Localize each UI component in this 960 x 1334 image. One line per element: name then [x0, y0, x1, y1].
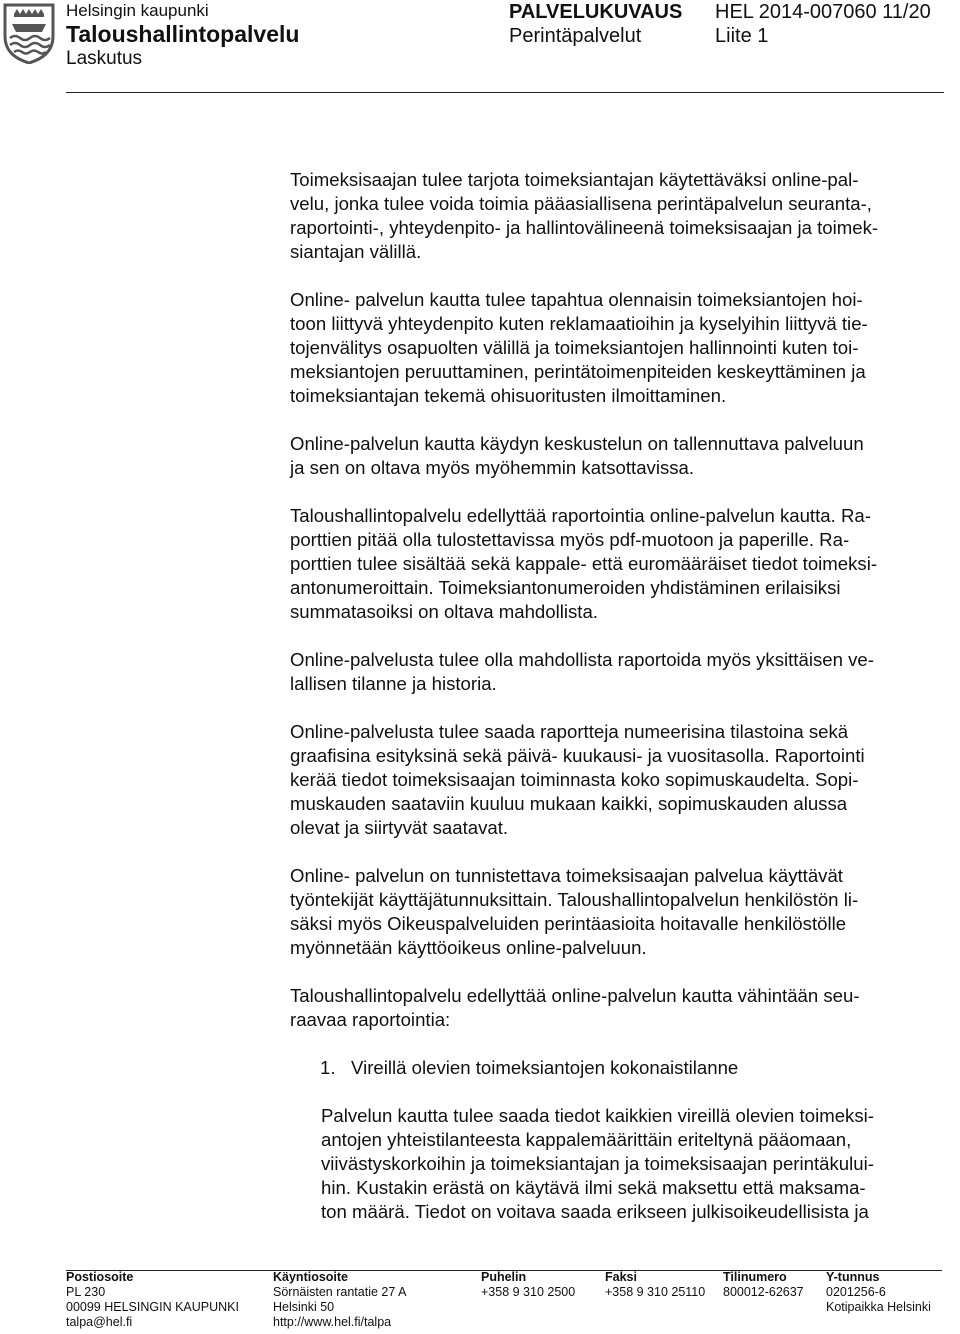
footer-heading: Faksi	[605, 1270, 637, 1284]
footer-heading: Käyntiosoite	[273, 1270, 349, 1284]
paragraph: Online-palvelusta tulee saada raportteja numeerisina tilastoina sekä graafisina esityksinä sekä päivä- kuukausi- ja vuositasolla. Raportointi kerää tiedot toimeksisaajan toiminnasta koko sopimuskaudelta. Sopi- muskauden saataviin kuuluu mukaan kaikki, sopimuskauden alussa olevat ja siirtyvät saatavat.	[290, 721, 865, 838]
footer-line: Sörnäisten rantatie 27 A	[273, 1285, 407, 1299]
paragraph: Online- palvelun on tunnistettava toimeksisaajan palvelua käyttävät työntekijät käyttäjätunnuksittain. Taloushallintopalvelun henkilöstön li- säksi myös Oikeuspalveluiden perintäasioita hoitavalle henkilöstölle myönnetään käyttöoikeus online-palveluun.	[290, 865, 859, 958]
page-header	[0, 0, 960, 100]
footer-line: Helsinki 50	[273, 1300, 335, 1314]
footer-heading: Tilinumero	[723, 1270, 787, 1284]
footer-account-number	[723, 1270, 804, 1300]
organization-name: Helsingin kaupunki	[66, 1, 209, 20]
document-reference: HEL 2014-007060 11/20	[715, 1, 931, 23]
paragraph: Online-palvelusta tulee olla mahdollista raportoida myös yksittäisen ve- lallisen tilanne ja historia.	[290, 649, 874, 694]
footer-visiting-address	[273, 1270, 406, 1330]
paragraph: Toimeksisaajan tulee tarjota toimeksiantajan käytettäväksi online-pal- velu, jonka tulee voida toimia pääasiallisena perintäpalvelun seuranta-, raportointi-, yhteydenpito- ja hallintovälineenä toimeksisaajan ja toimek- siantajan välillä.	[290, 169, 879, 262]
document-attachment: Liite 1	[715, 25, 769, 47]
footer-line: 800012-62637	[723, 1285, 804, 1299]
footer-email: talpa@hel.fi	[66, 1315, 133, 1329]
list-item-number: 1.	[320, 1057, 336, 1078]
header-divider	[66, 92, 944, 93]
footer-line: 0201256-6	[826, 1285, 886, 1299]
helsinki-crest-icon	[2, 2, 56, 64]
footer-heading: Y-tunnus	[826, 1270, 880, 1284]
document-department: Perintäpalvelut	[509, 25, 642, 47]
footer-postal-address	[66, 1270, 239, 1330]
footer-line: +358 9 310 25110	[605, 1285, 706, 1299]
document-body	[290, 168, 938, 1248]
paragraph: Taloushallintopalvelu edellyttää online-palvelun kautta vähintään seu- raavaa raportointia:	[290, 985, 860, 1030]
footer-business-id	[826, 1270, 931, 1315]
list-item	[290, 1056, 938, 1080]
footer-fax	[605, 1270, 705, 1300]
page-footer	[0, 1262, 960, 1334]
list-item-text: Vireillä olevien toimeksiantojen kokonaistilanne	[351, 1057, 739, 1078]
unit-name: Laskutus	[66, 48, 143, 69]
paragraph: Taloushallintopalvelu edellyttää raportointia online-palvelun kautta. Ra- porttien pitää olla tulostettavissa myös pdf-muotoon ja paperille. Ra- porttien tulee sisältää sekä kappale- että euromääräiset tiedot toimeksi- antonumeroittain. Toimeksiantonumeroiden yhdistäminen erilaisiksi summatasoiksi on oltava mahdollista.	[290, 505, 878, 622]
indented-paragraph: Palvelun kautta tulee saada tiedot kaikkien vireillä olevien toimeksi- antojen yhteistilanteesta kappalemäärittäin eriteltynä pääomaan, viivästyskorkoihin ja toimeksiantajan ja toimeksisaajan perintäkului- hin. Kustakin erästä on käytävä ilmi sekä maksettu että maksama- ton määrä. Tiedot on voitava saada erikseen julkisoikeudellisista ja	[321, 1105, 874, 1222]
footer-line: 00099 HELSINGIN KAUPUNKI	[66, 1300, 239, 1314]
footer-line: +358 9 310 2500	[481, 1285, 576, 1299]
paragraph: Online-palvelun kautta käydyn keskustelun on tallennuttava palveluun ja sen on oltava myös myöhemmin katsottavissa.	[290, 433, 864, 478]
document-type: PALVELUKUVAUS	[509, 1, 683, 23]
footer-line: Kotipaikka Helsinki	[826, 1300, 931, 1314]
footer-heading: Puhelin	[481, 1270, 527, 1284]
department-name: Taloushallintopalvelu	[66, 21, 300, 47]
footer-website: http://www.hel.fi/talpa	[273, 1315, 392, 1329]
paragraph: Online- palvelun kautta tulee tapahtua olennaisin toimeksiantojen hoi- toon liittyvä yhteydenpito kuten reklamaatioihin ja kyselyihin liittyvä tie- tojenvälitys osapuolten välillä ja toimeksiantojen hallinnointi kuten toi- meksiantojen peruuttaminen, perintätoimenpiteiden keskeyttäminen ja toimeksiantajan tekemä ohisuoritusten ilmoittaminen.	[290, 289, 868, 406]
footer-heading: Postiosoite	[66, 1270, 134, 1284]
footer-line: PL 230	[66, 1285, 106, 1299]
footer-phone	[481, 1270, 575, 1300]
